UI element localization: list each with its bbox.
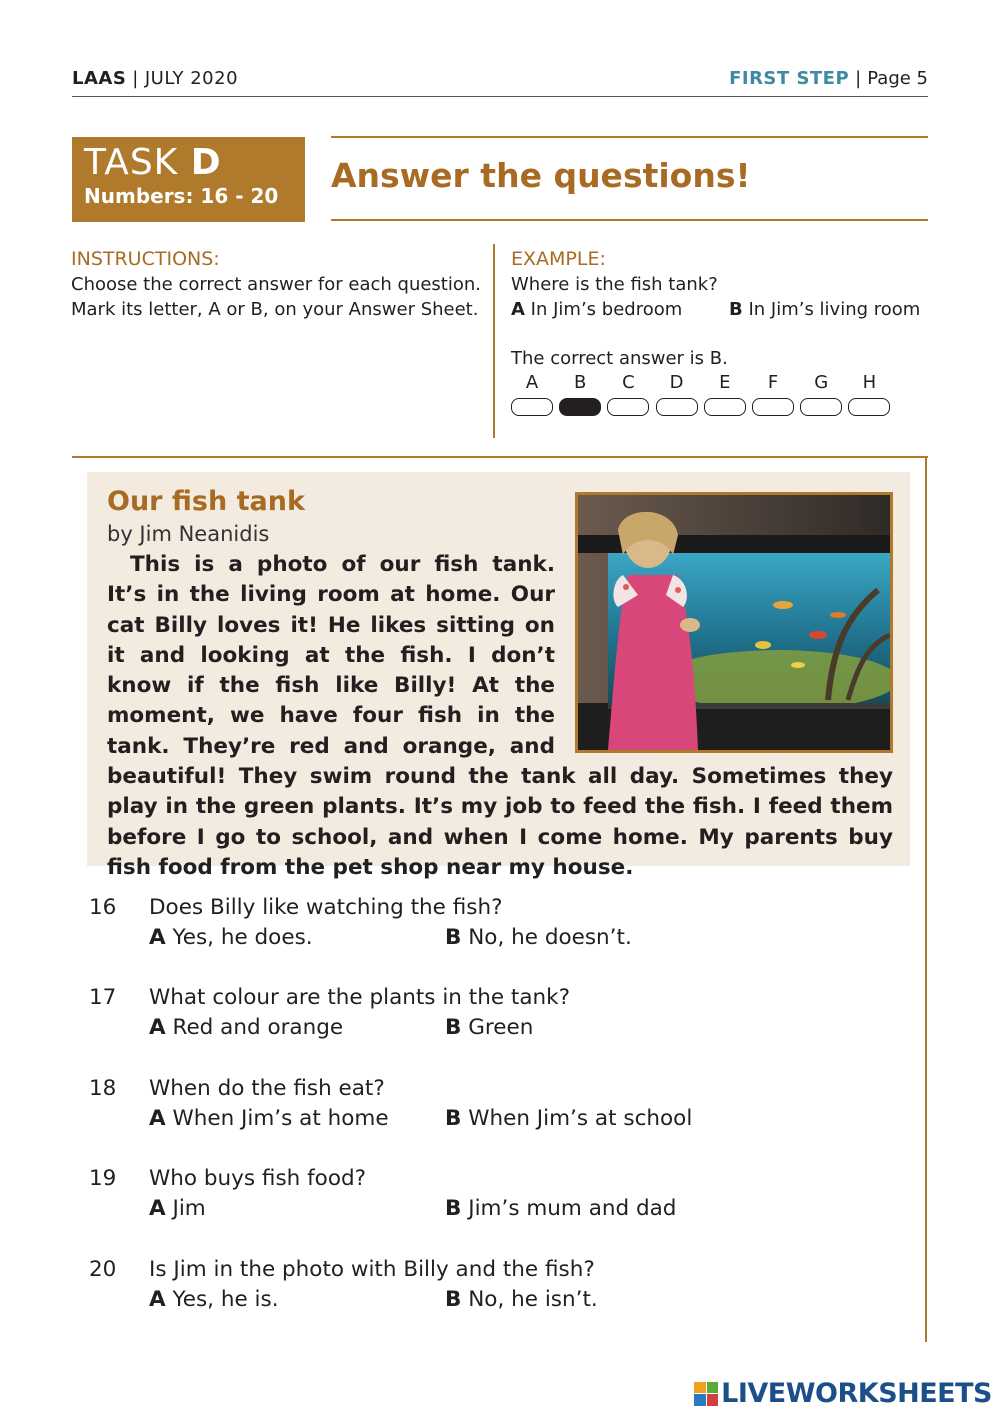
brand-laas: LAAS xyxy=(72,68,127,89)
task-numbers: Numbers: 16 - 20 xyxy=(84,184,279,208)
section-divider xyxy=(72,456,928,458)
reading-passage xyxy=(87,472,910,880)
bubble-letter: C xyxy=(622,372,635,393)
bubble-letter: G xyxy=(814,372,829,393)
bubble-oval[interactable] xyxy=(607,398,649,416)
bubble-letter: D xyxy=(669,372,684,393)
answer-bubbles xyxy=(511,371,931,417)
option-a[interactable]: A When Jim’s at home xyxy=(149,1106,389,1131)
issue-date: JULY 2020 xyxy=(144,68,239,89)
question-text: Who buys fish food? xyxy=(149,1166,367,1191)
right-margin-rule xyxy=(925,456,927,1342)
example-label: EXAMPLE: xyxy=(511,248,606,270)
question-text: What colour are the plants in the tank? xyxy=(149,985,570,1010)
option-b[interactable]: B No, he isn’t. xyxy=(445,1287,598,1312)
instructions-label: INSTRUCTIONS: xyxy=(71,248,220,270)
option-b[interactable]: B Jim’s mum and dad xyxy=(445,1196,677,1221)
answer-bubble-d[interactable] xyxy=(656,371,698,416)
task-badge xyxy=(72,137,305,222)
bubble-oval[interactable] xyxy=(704,398,746,416)
option-b[interactable]: B Green xyxy=(445,1015,534,1040)
instructions-line-2: Mark its letter, A or B, on your Answer Sheet. xyxy=(71,299,479,320)
example-correct-answer: The correct answer is B. xyxy=(511,348,728,369)
passage-title: Our fish tank xyxy=(107,486,305,517)
bubble-oval[interactable] xyxy=(848,398,890,416)
answer-bubble-f[interactable] xyxy=(752,371,794,416)
bubble-letter: B xyxy=(574,372,587,393)
answer-bubble-e[interactable] xyxy=(704,371,746,416)
answer-bubble-a[interactable] xyxy=(511,371,553,416)
bubble-oval[interactable] xyxy=(511,398,553,416)
page-number: Page 5 xyxy=(867,68,928,89)
heading-rule-top xyxy=(331,136,928,138)
vertical-divider xyxy=(493,244,495,438)
header-left: LAAS | JULY 2020 xyxy=(72,68,239,89)
example-block xyxy=(511,246,931,417)
question-number: 16 xyxy=(89,895,117,920)
example-question: Where is the fish tank? xyxy=(511,274,718,295)
option-a[interactable]: A Yes, he does. xyxy=(149,925,313,950)
task-title: TASK D xyxy=(84,142,222,183)
example-option-b: B In Jim’s living room xyxy=(729,299,921,320)
question-text: Does Billy like watching the fish? xyxy=(149,895,503,920)
option-b[interactable]: B When Jim’s at school xyxy=(445,1106,693,1131)
question-text: Is Jim in the photo with Billy and the fish? xyxy=(149,1257,595,1282)
question-number: 17 xyxy=(89,985,117,1010)
question-number: 19 xyxy=(89,1166,117,1191)
bubble-oval[interactable] xyxy=(656,398,698,416)
heading-rule-bottom xyxy=(331,219,928,221)
bubble-letter: F xyxy=(767,372,779,393)
answer-bubble-c[interactable] xyxy=(607,371,649,416)
question-number: 18 xyxy=(89,1076,117,1101)
bubble-oval[interactable] xyxy=(752,398,794,416)
answer-bubble-g[interactable] xyxy=(800,371,842,416)
logo-text: LIVEWORKSHEETS xyxy=(721,1378,992,1409)
header-divider xyxy=(72,96,928,97)
option-b[interactable]: B No, he doesn’t. xyxy=(445,925,632,950)
option-a[interactable]: A Red and orange xyxy=(149,1015,344,1040)
answer-bubble-b[interactable] xyxy=(559,371,601,416)
instructions-line-1: Choose the correct answer for each question. xyxy=(71,274,482,295)
answer-bubble-h[interactable] xyxy=(848,371,890,416)
bubble-oval[interactable] xyxy=(559,398,601,416)
task-heading: Answer the questions! xyxy=(331,156,751,195)
bubble-letter: E xyxy=(719,372,731,393)
example-options xyxy=(511,297,931,322)
option-a[interactable]: A Jim xyxy=(149,1196,206,1221)
bubble-oval[interactable] xyxy=(800,398,842,416)
example-option-a: A In Jim’s bedroom xyxy=(511,299,683,320)
bubble-letter: H xyxy=(862,372,877,393)
bubble-letter: A xyxy=(525,372,539,393)
option-a[interactable]: A Yes, he is. xyxy=(149,1287,279,1312)
header-right: FIRST STEP | Page 5 xyxy=(729,68,928,89)
passage-author: by Jim Neanidis xyxy=(107,522,270,546)
passage-text: This is a photo of our fish tank. It’s in the living room at home. Our cat Billy loves it! He likes sitting on it and looking at the fish. I don’t know if the fish like Billy! At the moment, we have four fish in the tank. They’re red and orange, and beautiful! They swim round the tank all day. Sometimes they play in the green plants. It’s my job to feed the fish. I feed them before I go to school, and when I come home. My parents buy fish food from the pet shop near my house. xyxy=(107,552,893,880)
instructions-block xyxy=(71,246,481,322)
brand-first-step: FIRST STEP xyxy=(729,68,850,89)
question-number: 20 xyxy=(89,1257,117,1282)
question-text: When do the fish eat? xyxy=(149,1076,385,1101)
logo-mark-icon xyxy=(694,1382,718,1406)
liveworksheets-logo xyxy=(694,1378,992,1409)
